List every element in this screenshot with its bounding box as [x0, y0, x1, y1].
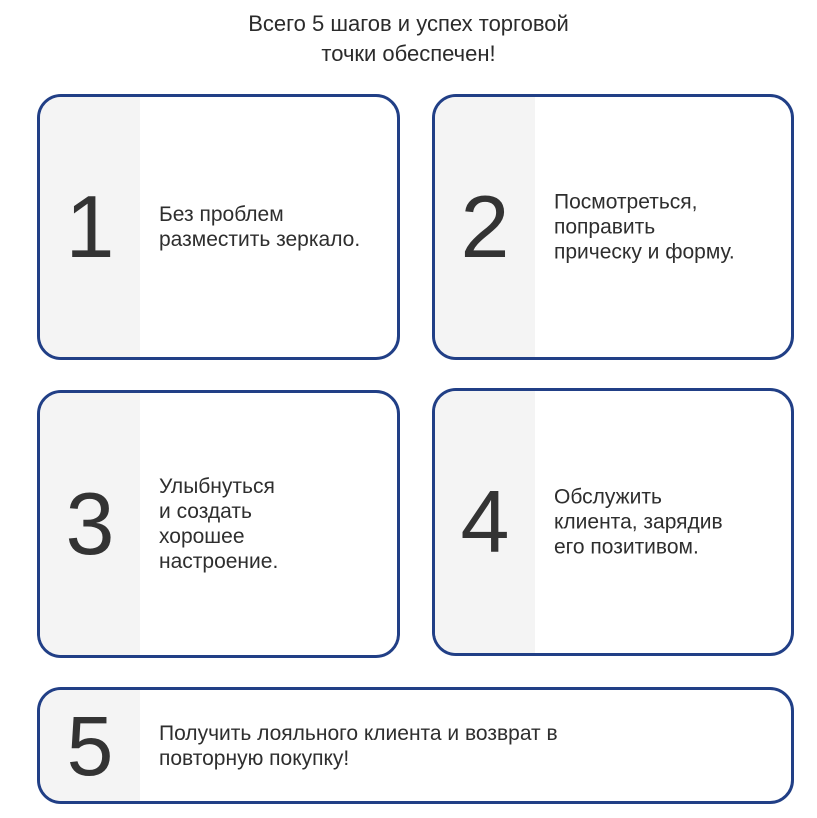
step-description-line: прическу и форму. [554, 240, 735, 264]
step-number: 3 [65, 474, 115, 573]
step-description [159, 721, 777, 771]
step-description [159, 202, 383, 252]
step-description-line: Посмотреться, [554, 190, 698, 214]
step-description-line: его позитивом. [554, 535, 699, 559]
step-description-line: Обслужить [554, 485, 662, 509]
step-description-line: разместить зеркало. [159, 228, 361, 251]
step-description-line: и создать [159, 500, 252, 523]
step-card-4 [432, 388, 794, 656]
step-description [554, 485, 777, 560]
step-description [159, 474, 383, 574]
step-number: 2 [460, 177, 510, 276]
step-description-line: настроение. [159, 550, 279, 573]
step-description-line: Без проблем [159, 203, 284, 226]
step-number: 5 [66, 698, 114, 793]
step-number: 1 [65, 177, 115, 276]
step-description-line: клиента, зарядив [554, 510, 723, 534]
step-description-line: Получить лояльного клиента и возврат в [159, 721, 558, 745]
page-title [0, 9, 817, 69]
page-title-line-1: Всего 5 шагов и успех торговой [248, 11, 569, 36]
step-card-3 [37, 390, 400, 658]
step-description-line: Улыбнуться [159, 475, 275, 498]
step-description-line: повторную покупку! [159, 746, 350, 770]
step-card-5 [37, 687, 794, 804]
step-description-line: хорошее [159, 525, 245, 548]
step-card-2 [432, 94, 794, 360]
step-card-1 [37, 94, 400, 360]
page-title-line-2: точки обеспечен! [321, 41, 496, 66]
step-description [554, 190, 777, 265]
step-description-line: поправить [554, 215, 656, 239]
step-number: 4 [460, 472, 510, 571]
